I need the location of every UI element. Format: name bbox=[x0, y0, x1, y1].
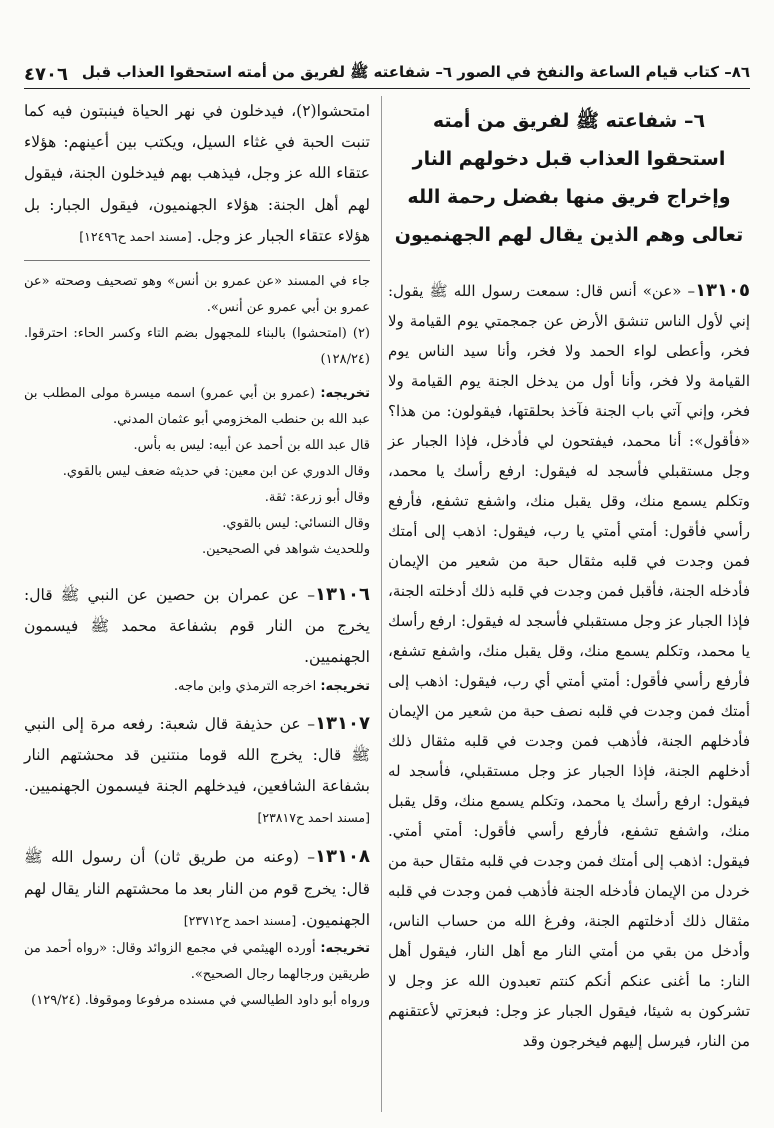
takhrij-label: تخريجه: bbox=[320, 941, 371, 957]
hadith-text: «عن» أنس قال: سمعت رسول الله ﷺ يقول: إني لأول الناس تنشق الأرض عن جمجمتي يوم القيامة ولا فخر، وأعطى لواء الحمد ولا فخر، وأنا سيد الناس يوم القيامة ولا فخر، وأنا أول من يدخل الجنة يوم القيامة ولا فخر، وإني آتي باب الجنة فآخذ بحلقتها، فيقولون: من هذا؟ «فأقول»: أنا محمد، فيفتحون لي فأدخل، فإذا الجبار عز وجل مستقبلي فأسجد له فيقول: ارفع رأسك يا محمد، وتكلم يسمع منك، وقل يقبل منك، واشفع تشفع، فأرفع رأسي فأقول: أمتي أمتي يا رب، فيقول: اذهب إلى أمتك فمن وجدت في قلبه مثقال حبة من شعير من الإيمان فأدخله الجنة، فأقبل فمن وجدت في قلبه ذلك أدخلته الجنة، فإذا الجبار عز وجل مستقبلي فأسجد له فيقول: ارفع رأسك يا محمد، وتكلم يسمع منك، وقل يقبل منك، واشفع تشفع، فأرفع رأسي فأقول: أمتي أمتي أي رب، فيقول: اذهب إلى أمتك فمن وجدت في قلبه نصف حبة من شعير من الإيمان فأدخلهم الجنة، فأذهب فمن وجدت في قلبه مثقال ذلك أدخلهم الجنة، فإذا الجبار عز وجل مستقبلي، فأسجد له فيقول: ارفع رأسك يا محمد، وتكلم يسمع منك، وقل يقبل منك، واشفع تشفع، فأرفع رأسي فأقول: أمتي أمتي. فيقول: اذهب إلى أمتك فمن وجدت في قلبه مثقال حبة من خردل من الإيمان فأدخله الجنة فأذهب فمن وجدت في قلبه مثقال ذلك أدخلتهم الجنة، وفرغ الله من حساب الناس، وأدخل من بقي من أمتي النار مع أهل النار، فيقول أهل النار: ما أغنى عنكم أنكم كنتم تعبدون الله عز وجل لا تشركون به شيئا، فيقول الجبار عز وجل: فبعزتي لأعتقنهم من النار، فيرسل إليهم فيخرجون وقد bbox=[388, 282, 750, 1050]
hadith-text: (وعنه من طريق ثان) أن رسول الله ﷺ قال: يخرج قوم من النار بعد ما محشتهم النار يقال لهم الجهنميون. bbox=[24, 848, 370, 929]
chapter-line: وإخراج فريق منها بفضل رحمة الله bbox=[407, 186, 731, 208]
takhrij bbox=[24, 674, 370, 700]
narrator-quote: وقال أبو زرعة: ثقة. bbox=[264, 490, 370, 506]
source-reference: [مسند احمد ح٢٣٨١٧] bbox=[257, 810, 370, 826]
narrator-quote: وللحديث شواهد في الصحيحين. bbox=[202, 542, 370, 558]
takhrij-label: تخريجه: bbox=[320, 386, 370, 402]
footnote: جاء في المسند «عن عمرو بن أنس» وهو تصحيف وصحته «عن عمرو بن أبي عمرو عن أنس». bbox=[24, 274, 370, 316]
takhrij-text: اخرجه الترمذي وابن ماجه. bbox=[173, 678, 317, 694]
takhrij-text: (عمرو بن أبي عمرو) اسمه ميسرة مولى المطلب بن عبد الله بن حنطب المخزومي أبو عثمان المدني. bbox=[24, 386, 370, 428]
narrator-quote: ورواه أبو داود الطيالسي في مسنده مرفوعا وموقوفا. (١٢٩/٢٤) bbox=[31, 993, 370, 1009]
narrator-quote: وقال النسائي: ليس بالقوي. bbox=[222, 516, 370, 532]
hadith-number: ١٣١٠٧ bbox=[315, 712, 370, 734]
takhrij-label: تخريجه: bbox=[320, 678, 370, 694]
chapter-line: استحقوا العذاب قبل دخولهم النار bbox=[412, 148, 726, 170]
running-header bbox=[24, 62, 750, 86]
chapter-line: ٦– شفاعته ﷺ لفريق من أمته bbox=[432, 110, 706, 132]
running-title: ٨٦– كتاب قيام الساعة والنفخ في الصور ٦– شفاعته ﷺ لفريق من أمته استحقوا العذاب قبل bbox=[81, 63, 750, 81]
hadith-text: امتحشوا(٢)، فيدخلون في نهر الحياة فينبتون فيه كما تنبت الحبة في غثاء السيل، ويكتب بين أعينهم: هؤلاء عتقاء الله عز وجل، فيذهب بهم فيدخلون الجنة، فيقول لهم أهل الجنة: هؤلاء الجهنميون، فيقول الجبار: بل هؤلاء عتقاء الجبار عز وجل. bbox=[24, 102, 370, 245]
column-separator bbox=[381, 96, 382, 1112]
right-column bbox=[388, 96, 750, 1056]
narrator-quote: قال عبد الله بن أحمد عن أبيه: ليس به بأس. bbox=[133, 438, 370, 454]
narrator-quote: وقال الدوري عن ابن معين: في حديثه ضعف ليس بالقوي. bbox=[62, 464, 370, 480]
left-column bbox=[24, 96, 370, 1014]
chapter-title bbox=[388, 102, 750, 254]
takhrij-text: أورده الهيثمي في مجمع الزوائد وقال: «رواه أحمد من طريقين ورجالهما رجال الصحيح». bbox=[24, 941, 370, 983]
takhrij bbox=[24, 381, 370, 433]
footnote: (٢) (امتحشوا) بالبناء للمجهول بضم التاء وكسر الحاء: احترقوا. (١٢٨/٢٤) bbox=[24, 326, 370, 368]
page-number: ٤٧٠٦ bbox=[24, 63, 68, 85]
hadith-13105-continuation bbox=[24, 96, 370, 252]
hadith-number: ١٣١٠٨ bbox=[315, 846, 370, 868]
hadith-text: عن حذيفة قال شعبة: رفعه مرة إلى النبي ﷺ قال: يخرج الله قوما منتنين قد محشتهم النار بشفاعة الشافعين، فيدخلهم الجنة فيسمون الجهنميين. bbox=[24, 714, 370, 796]
hadith-13106: ١٣١٠٦– عن عمران بن حصين عن النبي ﷺ قال: يخرج من النار قوم بشفاعة محمد ﷺ فيسمون الجهنميين. bbox=[24, 584, 370, 667]
hadith-13107: ١٣١٠٧– عن حذيفة قال شعبة: رفعه مرة إلى النبي ﷺ قال: يخرج الله قوما منتنين قد محشتهم النار بشفاعة الشافعين، فيدخلهم الجنة فيسمون الجهنميين. [مسند احمد ح٢٣٨١٧] bbox=[24, 712, 370, 826]
hadith-text: عن عمران بن حصين عن النبي ﷺ قال: يخرج من النار قوم بشفاعة محمد ﷺ فيسمون الجهنميين. bbox=[24, 586, 370, 667]
hadith-number: ١٣١٠٥ bbox=[695, 280, 750, 301]
hadith-13108: ١٣١٠٨– (وعنه من طريق ثان) أن رسول الله ﷺ قال: يخرج قوم من النار بعد ما محشتهم النار يقال لهم الجهنميون. [مسند احمد ح٢٣٧١٢] bbox=[24, 846, 370, 929]
takhrij bbox=[24, 936, 370, 988]
header-rule bbox=[24, 88, 750, 89]
hadith-13105: ١٣١٠٥– «عن» أنس قال: سمعت رسول الله ﷺ يقول: إني لأول الناس تنشق الأرض عن جمجمتي يوم القيامة ولا فخر، وأعطى لواء الحمد ولا فخر، وأنا سيد الناس يوم القيامة ولا فخر، وأنا أول من يدخل الجنة يوم القيامة ولا فخر، وإني آتي باب الجنة فآخذ بحلقتها، فيقولون: من هذا؟ «فأقول»: أنا محمد، فيفتحون لي فأدخل، فإذا الجبار عز وجل مستقبلي فأسجد له فيقول: ارفع رأسك يا محمد، وتكلم يسمع منك، وقل يقبل منك، واشفع تشفع، فأرفع رأسي فأقول: أمتي أمتي يا رب، فيقول: اذهب إلى أمتك فمن وجدت في قلبه مثقال حبة من شعير من الإيمان فأدخله الجنة، فأقبل فمن وجدت في قلبه ذلك أدخلته الجنة، فإذا الجبار عز وجل مستقبلي فأسجد له فيقول: ارفع رأسك يا محمد، وتكلم يسمع منك، وقل يقبل منك، واشفع تشفع، فأرفع رأسي فأقول: أمتي أمتي أي رب، فيقول: اذهب إلى أمتك فمن وجدت في قلبه نصف حبة من شعير من الإيمان فأدخلهم الجنة، فأذهب فمن وجدت في قلبه مثقال ذلك أدخلهم الجنة، فإذا الجبار عز وجل مستقبلي، فأسجد له فيقول: ارفع رأسك يا محمد، وتكلم يسمع منك، وقل يقبل منك، واشفع تشفع، فأرفع رأسي فأقول: أمتي أمتي. فيقول: اذهب إلى أمتك فمن وجدت في قلبه مثقال حبة من خردل من الإيمان فأدخله الجنة فأذهب فمن وجدت في قلبه مثقال ذلك أدخلتهم الجنة، وفرغ الله من حساب الناس، وأدخل من بقي من أمتي النار مع أهل النار، فيقول أهل النار: ما أغنى عنكم أنكم كنتم تعبدون الله عز وجل لا تشركون به شيئا، فيقول الجبار عز وجل: فبعزتي لأعتقنهم من النار، فيرسل إليهم فيخرجون وقد bbox=[388, 280, 750, 1050]
hadith-number: ١٣١٠٦ bbox=[315, 584, 370, 606]
source-reference: [مسند احمد ح١٢٤٩٦] bbox=[79, 228, 192, 244]
footnote-divider bbox=[24, 260, 370, 261]
source-reference: [مسند احمد ح٢٣٧١٢] bbox=[183, 912, 297, 928]
chapter-line: تعالى وهم الذين يقال لهم الجهنميون bbox=[394, 224, 744, 246]
